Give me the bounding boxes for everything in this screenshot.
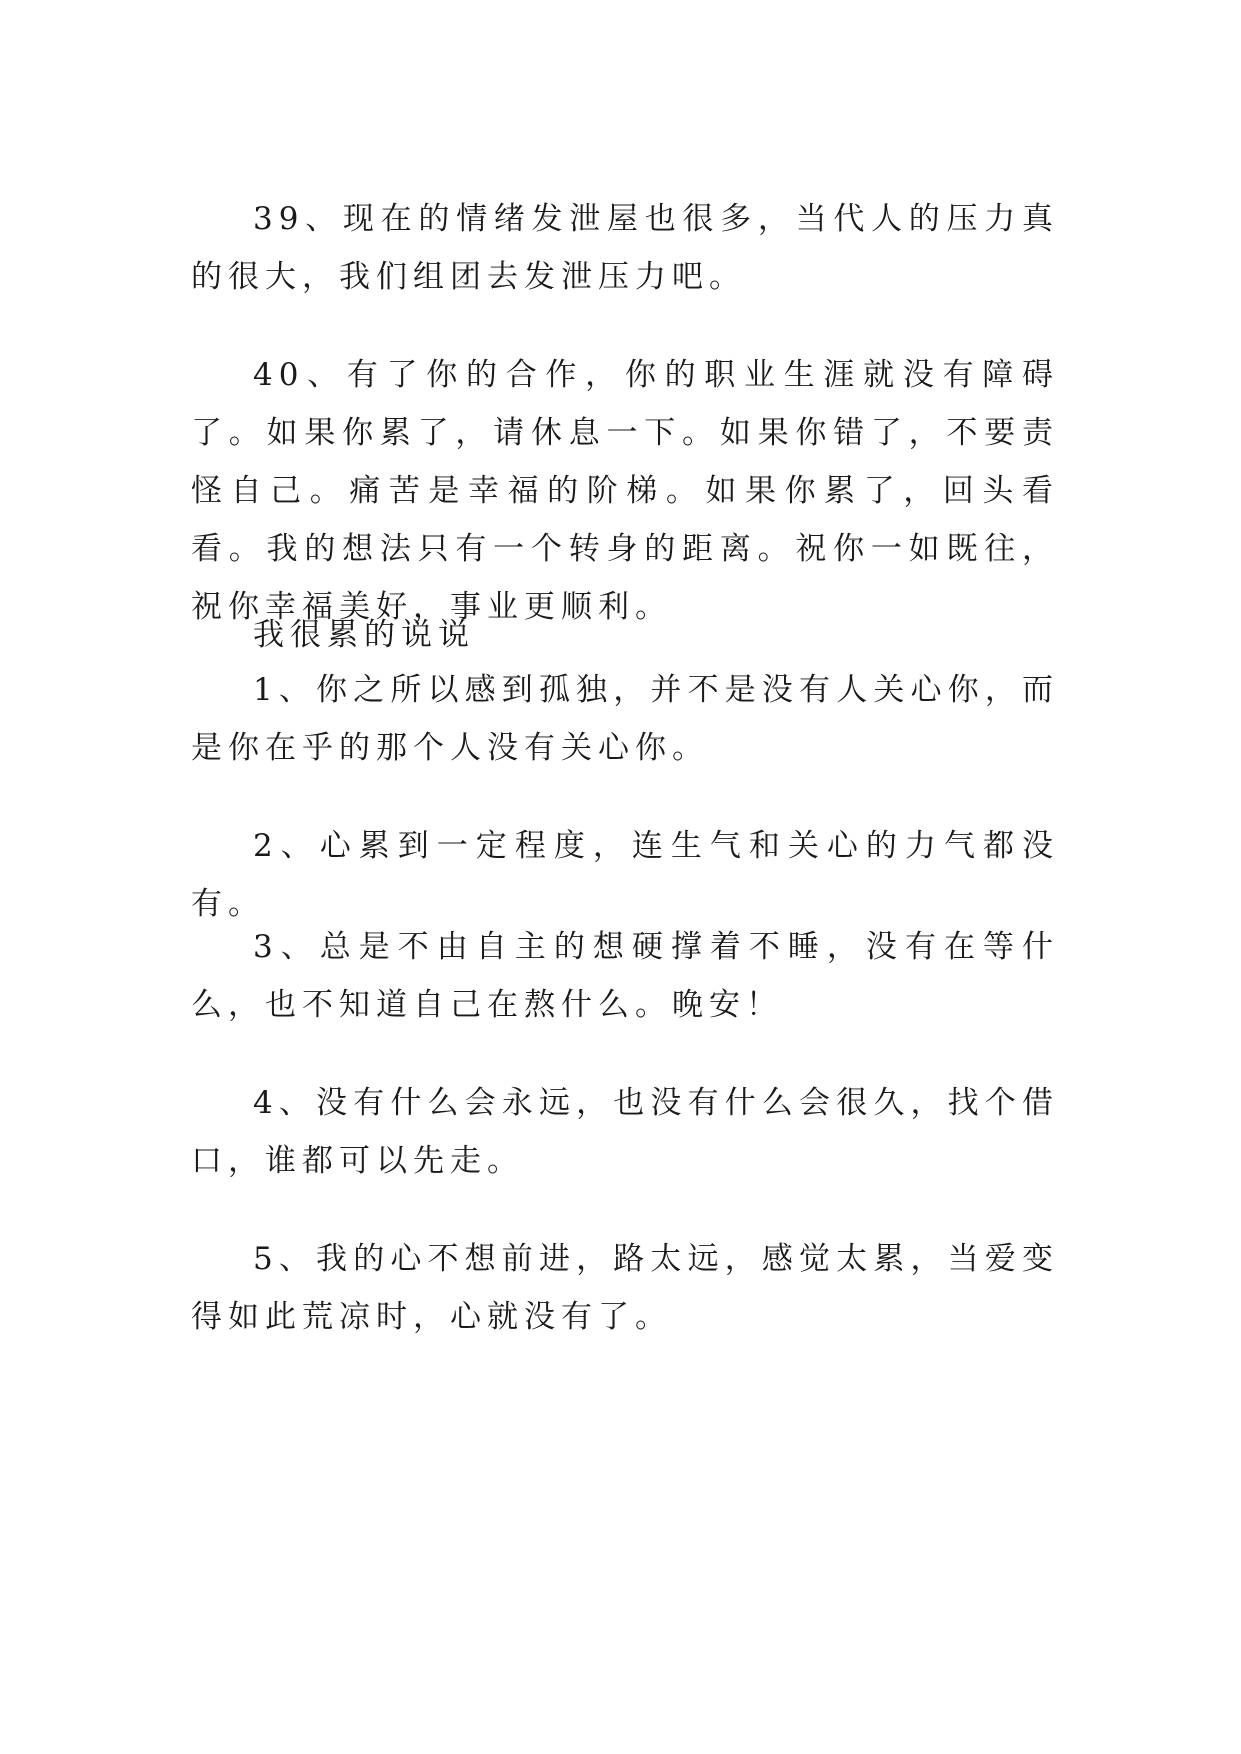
- paragraph-2: 2、心累到一定程度，连生气和关心的力气都没有。: [191, 828, 1059, 922]
- paragraph-4: 4、没有什么会永远，也没有什么会很久，找个借口，谁都可以先走。: [191, 1085, 1059, 1179]
- paragraph-5: 5、我的心不想前进，路太远，感觉太累，当爱变得如此荒凉时，心就没有了。: [191, 1241, 1059, 1335]
- paragraph-39: 39、现在的情绪发泄屋也很多，当代人的压力真的很大，我们组团去发泄压力吧。: [191, 201, 1059, 295]
- section-heading: 我很累的说说: [253, 617, 475, 653]
- paragraph-40: 40、有了你的合作，你的职业生涯就没有障碍了。如果你累了，请休息一下。如果你错了，不要责怪自己。痛苦是幸福的阶梯。如果你累了，回头看看。我的想法只有一个转身的距离。祝你一如既往，祝你幸福美好，事业更顺利。: [191, 357, 1059, 625]
- paragraph-3: 3、总是不由自主的想硬撑着不睡，没有在等什么，也不知道自己在熬什么。晚安！: [191, 929, 1059, 1023]
- paragraph-1: 1、你之所以感到孤独，并不是没有人关心你，而是你在乎的那个人没有关心你。: [191, 672, 1059, 766]
